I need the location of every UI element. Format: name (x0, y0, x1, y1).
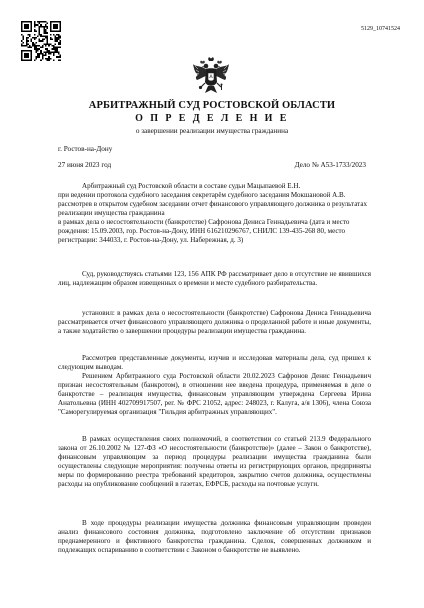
paragraph: установил: в рамках дела о несостоятельности (банкротстве) Сафронова Дениса Геннадьевича рассматривается отчет финансового управляющего должника о проделанной работе и иные документы, а также ходатайство о завершении процедуры реализации имущества гражданина. (58, 309, 371, 335)
paragraph: Решением Арбитражного суда Ростовской области 20.02.2023 Сафронов Денис Геннадьевич признан несостоятельным (банкротом), в отношении нее введена процедура, применяемая в деле о банкротстве – реализация имущества, финансовым управляющим утверждена Сергеева Ирина Анатольевна (ИНН 402709917507, рег. № ФРС 21052, адрес: 248023, г. Калуга, а/я 1306), члена Союза "Саморегулируемая организация "Гильдия арбитражных управляющих". (58, 372, 371, 416)
coat-of-arms-emblem (191, 56, 231, 100)
document-type: О П Р Е Д Е Л Е Н И Е (135, 113, 289, 124)
city: г. Ростов-на-Дону (58, 145, 113, 153)
court-name: АРБИТРАЖНЫЙ СУД РОСТОВСКОЙ ОБЛАСТИ (88, 100, 336, 111)
qr-code (21, 21, 61, 61)
intro-line: в рамках дела о несостоятельности (банкротстве) Сафронова Дениса Геннадьевича (дата и место рождения: 15.09.2003, гор. Ростов-на-Дону, ИНН 616210296767, СНИЛС 139-435-268 80, место регистрации: 344033, г. Ростов-на-Дону, ул. Набережная, д. 3) (58, 218, 350, 244)
intro-line: при ведении протокола судебного заседания секретарём судебного заседания Мокшановой А.В. (58, 191, 346, 199)
paragraph: В ходе процедуры реализации имущества должника финансовым управляющим проведен анализ финансового состояния должника, подготовлено заключение об отсутствии признаков преднамеренного и фиктивного банкротства гражданина. Сделок, совершенных должником и подлежащих оспариванию в соответствии с Законом о банкротстве не выявлено. (58, 519, 371, 554)
document-subject: о завершении реализации имущества гражданина (135, 127, 289, 135)
decision-date: 27 июня 2023 год (58, 161, 112, 169)
paragraph: Рассмотрев представленные документы, изучив и исследовав материалы дела, суд пришел к следующим выводам. (58, 354, 371, 371)
paragraph: В рамках осуществления своих полномочий, в соответствии со статьей 213.9 Федерального закона от 26.10.2002 № 127-ФЗ «О несостоятельности (банкротстве)» (далее – Закон о банкротстве), финансовым управляющим за период процедуры реализации имущества гражданина были осуществлены следующие мероприятия: получены ответы из регистрирующих органов, предприняты меры по формированию реестра требований кредиторов, закрытию счетов должника, осуществлены расходы на опубликование сообщений в газетах, ЕФРСБ, расходы на почтовые услуги. (58, 435, 371, 488)
intro-block (58, 182, 371, 245)
intro-line: Арбитражный суд Ростовской области в составе судьи Мацыпаевой Е.Н. (82, 182, 301, 190)
case-number: Дело № А53-1733/2023 (294, 161, 366, 169)
document-id: 5129_10741524 (361, 26, 400, 32)
intro-line: рассмотрев в открытом судебном заседании отчет финансового управляющего должника о результатах реализации имущества гражданина (58, 200, 367, 217)
paragraph: Суд, руководствуясь статьями 123, 156 АПК РФ рассматривает дело в отсутствие не явившихся лиц, надлежащим образом извещенных о времени и месте судебного разбирательства. (58, 270, 371, 287)
